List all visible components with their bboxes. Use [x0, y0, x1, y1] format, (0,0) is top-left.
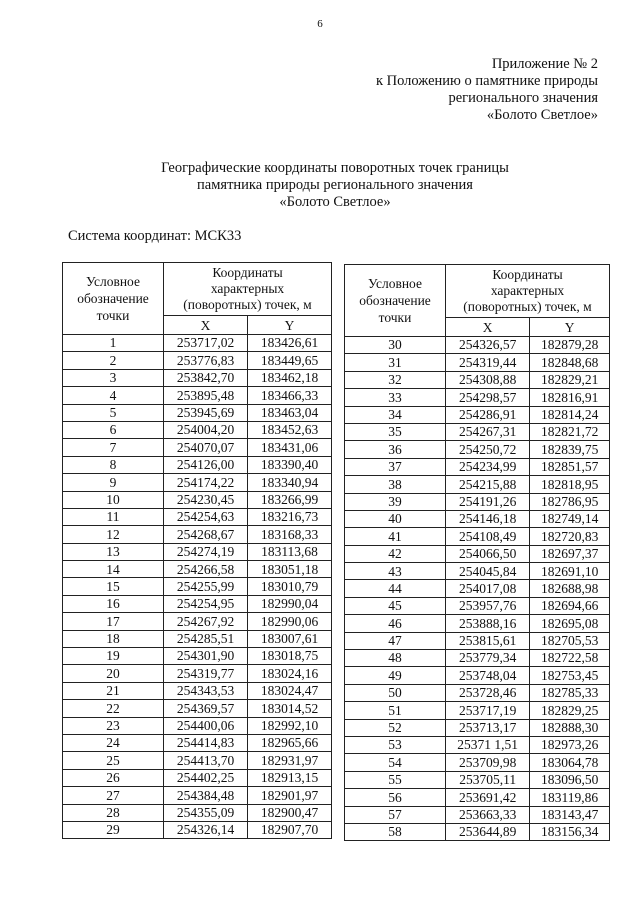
y-coordinate-cell: 182848,68: [530, 354, 610, 371]
x-coordinate-cell: 253888,16: [446, 615, 530, 632]
y-coordinate-cell: 183119,86: [530, 789, 610, 806]
x-coordinate-cell: 254286,91: [446, 406, 530, 423]
y-coordinate-cell: 182992,10: [248, 717, 332, 734]
y-coordinate-cell: 182931,97: [248, 752, 332, 769]
y-coordinate-cell: 183466,33: [248, 387, 332, 404]
title-line-1: Географические координаты поворотных точек границы: [161, 160, 509, 176]
y-coordinate-cell: 182697,37: [530, 545, 610, 562]
point-number-cell: 42: [345, 545, 446, 562]
x-coordinate-cell: 254319,77: [164, 665, 248, 682]
table-row: [63, 595, 332, 612]
table-row: [63, 508, 332, 525]
y-coordinate-cell: 182973,26: [530, 736, 610, 753]
table-row: [63, 474, 332, 491]
x-coordinate-cell: 254254,95: [164, 595, 248, 612]
point-number-cell: 12: [63, 526, 164, 543]
x-coordinate-cell: 254004,20: [164, 421, 248, 438]
point-number-cell: 40: [345, 510, 446, 527]
point-number-cell: 33: [345, 389, 446, 406]
point-number-cell: 7: [63, 439, 164, 456]
table-row: [63, 804, 332, 821]
header-y: Y: [530, 318, 610, 337]
point-number-cell: 52: [345, 719, 446, 736]
table-row: [345, 337, 610, 354]
point-number-cell: 48: [345, 650, 446, 667]
table-row: [63, 665, 332, 682]
point-number-cell: 44: [345, 580, 446, 597]
y-coordinate-cell: 182818,95: [530, 476, 610, 493]
table-row: [345, 354, 610, 371]
x-coordinate-cell: 254355,09: [164, 804, 248, 821]
x-coordinate-cell: 254308,88: [446, 371, 530, 388]
x-coordinate-cell: 253776,83: [164, 352, 248, 369]
title-line-2: памятника природы регионального значения: [197, 177, 473, 193]
x-coordinate-cell: 254266,58: [164, 561, 248, 578]
x-coordinate-cell: 254326,57: [446, 337, 530, 354]
appendix-line-2: к Положению о памятнике природы: [375, 73, 598, 89]
point-number-cell: 2: [63, 352, 164, 369]
y-coordinate-cell: 183018,75: [248, 648, 332, 665]
point-number-cell: 27: [63, 787, 164, 804]
appendix-line-4: «Болото Светлое»: [486, 107, 598, 123]
point-number-cell: 21: [63, 682, 164, 699]
x-coordinate-cell: 253842,70: [164, 369, 248, 386]
table-row: [63, 404, 332, 421]
y-coordinate-cell: 183156,34: [530, 823, 610, 840]
y-coordinate-cell: 182816,91: [530, 389, 610, 406]
x-coordinate-cell: 253779,34: [446, 650, 530, 667]
x-coordinate-cell: 254255,99: [164, 578, 248, 595]
header-coordinates: Координаты характерных (поворотных) точек, м: [164, 263, 332, 316]
y-coordinate-cell: 182722,58: [530, 650, 610, 667]
point-number-cell: 55: [345, 771, 446, 788]
document-title: [0, 160, 640, 211]
x-coordinate-cell: 254108,49: [446, 528, 530, 545]
point-number-cell: 22: [63, 700, 164, 717]
point-number-cell: 30: [345, 337, 446, 354]
y-coordinate-cell: 183024,47: [248, 682, 332, 699]
point-number-cell: 25: [63, 752, 164, 769]
title-line-3: «Болото Светлое»: [279, 194, 391, 210]
point-number-cell: 31: [345, 354, 446, 371]
y-coordinate-cell: 182749,14: [530, 510, 610, 527]
x-coordinate-cell: 253691,42: [446, 789, 530, 806]
y-coordinate-cell: 182990,06: [248, 613, 332, 630]
table-row: [345, 736, 610, 753]
y-coordinate-cell: 183340,94: [248, 474, 332, 491]
table-row: [345, 389, 610, 406]
x-coordinate-cell: 254343,53: [164, 682, 248, 699]
table-row: [63, 543, 332, 560]
table-row: [63, 439, 332, 456]
table-row: [345, 580, 610, 597]
x-coordinate-cell: 253728,46: [446, 684, 530, 701]
table-row: [63, 613, 332, 630]
point-number-cell: 57: [345, 806, 446, 823]
y-coordinate-cell: 183143,47: [530, 806, 610, 823]
y-coordinate-cell: 182720,83: [530, 528, 610, 545]
x-coordinate-cell: 254267,92: [164, 613, 248, 630]
point-number-cell: 29: [63, 821, 164, 838]
x-coordinate-cell: 254402,25: [164, 769, 248, 786]
point-number-cell: 8: [63, 456, 164, 473]
point-number-cell: 56: [345, 789, 446, 806]
y-coordinate-cell: 182851,57: [530, 458, 610, 475]
point-number-cell: 19: [63, 648, 164, 665]
x-coordinate-cell: 254301,90: [164, 648, 248, 665]
table-row: [345, 789, 610, 806]
x-coordinate-cell: 253815,61: [446, 632, 530, 649]
x-coordinate-cell: 254268,67: [164, 526, 248, 543]
appendix-header: [376, 56, 598, 124]
y-coordinate-cell: 182691,10: [530, 563, 610, 580]
point-number-cell: 54: [345, 754, 446, 771]
point-number-cell: 41: [345, 528, 446, 545]
table-row: [345, 510, 610, 527]
table-row: [345, 650, 610, 667]
x-coordinate-cell: 253717,02: [164, 335, 248, 352]
y-coordinate-cell: 182965,66: [248, 734, 332, 751]
point-number-cell: 26: [63, 769, 164, 786]
point-number-cell: 15: [63, 578, 164, 595]
y-coordinate-cell: 183449,65: [248, 352, 332, 369]
page-number: 6: [317, 18, 323, 30]
point-number-cell: 18: [63, 630, 164, 647]
x-coordinate-cell: 253709,98: [446, 754, 530, 771]
y-coordinate-cell: 183462,18: [248, 369, 332, 386]
table-row: [345, 493, 610, 510]
table-row: [345, 528, 610, 545]
table-row: [345, 406, 610, 423]
x-coordinate-cell: 254267,31: [446, 423, 530, 440]
x-coordinate-cell: 254045,84: [446, 563, 530, 580]
x-coordinate-cell: 254369,57: [164, 700, 248, 717]
point-number-cell: 49: [345, 667, 446, 684]
point-number-cell: 17: [63, 613, 164, 630]
point-number-cell: 51: [345, 702, 446, 719]
x-coordinate-cell: 253957,76: [446, 597, 530, 614]
point-number-cell: 16: [63, 595, 164, 612]
x-coordinate-cell: 253717,19: [446, 702, 530, 719]
x-coordinate-cell: 25371 1,51: [446, 736, 530, 753]
y-coordinate-cell: 182990,04: [248, 595, 332, 612]
y-coordinate-cell: 182695,08: [530, 615, 610, 632]
y-coordinate-cell: 183007,61: [248, 630, 332, 647]
point-number-cell: 1: [63, 335, 164, 352]
y-coordinate-cell: 182785,33: [530, 684, 610, 701]
y-coordinate-cell: 183096,50: [530, 771, 610, 788]
point-number-cell: 32: [345, 371, 446, 388]
x-coordinate-cell: 254146,18: [446, 510, 530, 527]
point-number-cell: 3: [63, 369, 164, 386]
table-row: [63, 578, 332, 595]
x-coordinate-cell: 254191,26: [446, 493, 530, 510]
y-coordinate-cell: 183051,18: [248, 561, 332, 578]
table-row: [63, 648, 332, 665]
point-number-cell: 38: [345, 476, 446, 493]
x-coordinate-cell: 254400,06: [164, 717, 248, 734]
table-row: [345, 545, 610, 562]
y-coordinate-cell: 182829,25: [530, 702, 610, 719]
y-coordinate-cell: 182907,70: [248, 821, 332, 838]
table-row: [345, 702, 610, 719]
table-row: [63, 352, 332, 369]
x-coordinate-cell: 254234,99: [446, 458, 530, 475]
point-number-cell: 45: [345, 597, 446, 614]
table-row: [63, 734, 332, 751]
table-row: [345, 423, 610, 440]
point-number-cell: 23: [63, 717, 164, 734]
y-coordinate-cell: 182913,15: [248, 769, 332, 786]
table-row: [63, 335, 332, 352]
coordinate-system-label: Система координат: МСК33: [68, 228, 242, 244]
table-row: [63, 491, 332, 508]
x-coordinate-cell: 253644,89: [446, 823, 530, 840]
table-row: [345, 667, 610, 684]
table-row: [63, 526, 332, 543]
y-coordinate-cell: 183390,40: [248, 456, 332, 473]
x-coordinate-cell: 253748,04: [446, 667, 530, 684]
point-number-cell: 24: [63, 734, 164, 751]
x-coordinate-cell: 254230,45: [164, 491, 248, 508]
header-point-label: Условное обозначение точки: [63, 263, 164, 335]
point-number-cell: 39: [345, 493, 446, 510]
x-coordinate-cell: 254126,00: [164, 456, 248, 473]
x-coordinate-cell: 254215,88: [446, 476, 530, 493]
header-coordinates: Координаты характерных (поворотных) точек, м: [446, 265, 610, 318]
table-row: [63, 682, 332, 699]
point-number-cell: 37: [345, 458, 446, 475]
y-coordinate-cell: 183168,33: [248, 526, 332, 543]
x-coordinate-cell: 253895,48: [164, 387, 248, 404]
y-coordinate-cell: 183266,99: [248, 491, 332, 508]
table-row: [345, 458, 610, 475]
y-coordinate-cell: 183426,61: [248, 335, 332, 352]
y-coordinate-cell: 182821,72: [530, 423, 610, 440]
point-number-cell: 11: [63, 508, 164, 525]
coordinates-table-left: [62, 262, 332, 839]
x-coordinate-cell: 253945,69: [164, 404, 248, 421]
table-row: [345, 597, 610, 614]
x-coordinate-cell: 254413,70: [164, 752, 248, 769]
x-coordinate-cell: 254384,48: [164, 787, 248, 804]
table-row: [345, 615, 610, 632]
table-row: [345, 371, 610, 388]
point-number-cell: 43: [345, 563, 446, 580]
table-row: [63, 421, 332, 438]
table-row: [345, 719, 610, 736]
table-row: [345, 441, 610, 458]
table-row: [63, 700, 332, 717]
y-coordinate-cell: 182814,24: [530, 406, 610, 423]
header-x: X: [446, 318, 530, 337]
y-coordinate-cell: 182688,98: [530, 580, 610, 597]
x-coordinate-cell: 254254,63: [164, 508, 248, 525]
point-number-cell: 47: [345, 632, 446, 649]
table-row: [63, 387, 332, 404]
y-coordinate-cell: 183216,73: [248, 508, 332, 525]
table-row: [345, 563, 610, 580]
y-coordinate-cell: 183064,78: [530, 754, 610, 771]
y-coordinate-cell: 182753,45: [530, 667, 610, 684]
header-point-label: Условное обозначение точки: [345, 265, 446, 337]
point-number-cell: 14: [63, 561, 164, 578]
y-coordinate-cell: 183113,68: [248, 543, 332, 560]
x-coordinate-cell: 254319,44: [446, 354, 530, 371]
point-number-cell: 50: [345, 684, 446, 701]
point-number-cell: 4: [63, 387, 164, 404]
point-number-cell: 13: [63, 543, 164, 560]
x-coordinate-cell: 254274,19: [164, 543, 248, 560]
x-coordinate-cell: 254174,22: [164, 474, 248, 491]
table-row: [345, 684, 610, 701]
y-coordinate-cell: 182879,28: [530, 337, 610, 354]
x-coordinate-cell: 254250,72: [446, 441, 530, 458]
x-coordinate-cell: 254298,57: [446, 389, 530, 406]
table-row: [63, 717, 332, 734]
x-coordinate-cell: 253705,11: [446, 771, 530, 788]
table-row: [63, 630, 332, 647]
x-coordinate-cell: 254070,07: [164, 439, 248, 456]
x-coordinate-cell: 254414,83: [164, 734, 248, 751]
table-row: [63, 369, 332, 386]
point-number-cell: 53: [345, 736, 446, 753]
y-coordinate-cell: 182839,75: [530, 441, 610, 458]
x-coordinate-cell: 254285,51: [164, 630, 248, 647]
header-x: X: [164, 316, 248, 335]
table-row: [63, 456, 332, 473]
y-coordinate-cell: 183431,06: [248, 439, 332, 456]
point-number-cell: 28: [63, 804, 164, 821]
table-row: [345, 754, 610, 771]
y-coordinate-cell: 182900,47: [248, 804, 332, 821]
point-number-cell: 9: [63, 474, 164, 491]
y-coordinate-cell: 182901,97: [248, 787, 332, 804]
point-number-cell: 46: [345, 615, 446, 632]
x-coordinate-cell: 254017,08: [446, 580, 530, 597]
table-row: [63, 561, 332, 578]
x-coordinate-cell: 253663,33: [446, 806, 530, 823]
y-coordinate-cell: 182705,53: [530, 632, 610, 649]
table-row: [63, 787, 332, 804]
table-row: [345, 806, 610, 823]
table-row: [345, 476, 610, 493]
x-coordinate-cell: 254066,50: [446, 545, 530, 562]
point-number-cell: 10: [63, 491, 164, 508]
table-row: [63, 821, 332, 838]
point-number-cell: 36: [345, 441, 446, 458]
x-coordinate-cell: 254326,14: [164, 821, 248, 838]
point-number-cell: 35: [345, 423, 446, 440]
y-coordinate-cell: 183463,04: [248, 404, 332, 421]
header-y: Y: [248, 316, 332, 335]
point-number-cell: 6: [63, 421, 164, 438]
y-coordinate-cell: 183010,79: [248, 578, 332, 595]
y-coordinate-cell: 183014,52: [248, 700, 332, 717]
appendix-line-3: регионального значения: [448, 90, 598, 106]
table-row: [345, 632, 610, 649]
y-coordinate-cell: 183024,16: [248, 665, 332, 682]
coordinates-table-right: [344, 264, 610, 841]
y-coordinate-cell: 182888,30: [530, 719, 610, 736]
y-coordinate-cell: 182786,95: [530, 493, 610, 510]
table-row: [345, 771, 610, 788]
y-coordinate-cell: 182694,66: [530, 597, 610, 614]
y-coordinate-cell: 182829,21: [530, 371, 610, 388]
point-number-cell: 5: [63, 404, 164, 421]
point-number-cell: 58: [345, 823, 446, 840]
table-row: [63, 752, 332, 769]
table-row: [63, 769, 332, 786]
y-coordinate-cell: 183452,63: [248, 421, 332, 438]
point-number-cell: 20: [63, 665, 164, 682]
appendix-line-1: Приложение № 2: [491, 56, 598, 72]
point-number-cell: 34: [345, 406, 446, 423]
x-coordinate-cell: 253713,17: [446, 719, 530, 736]
table-row: [345, 823, 610, 840]
